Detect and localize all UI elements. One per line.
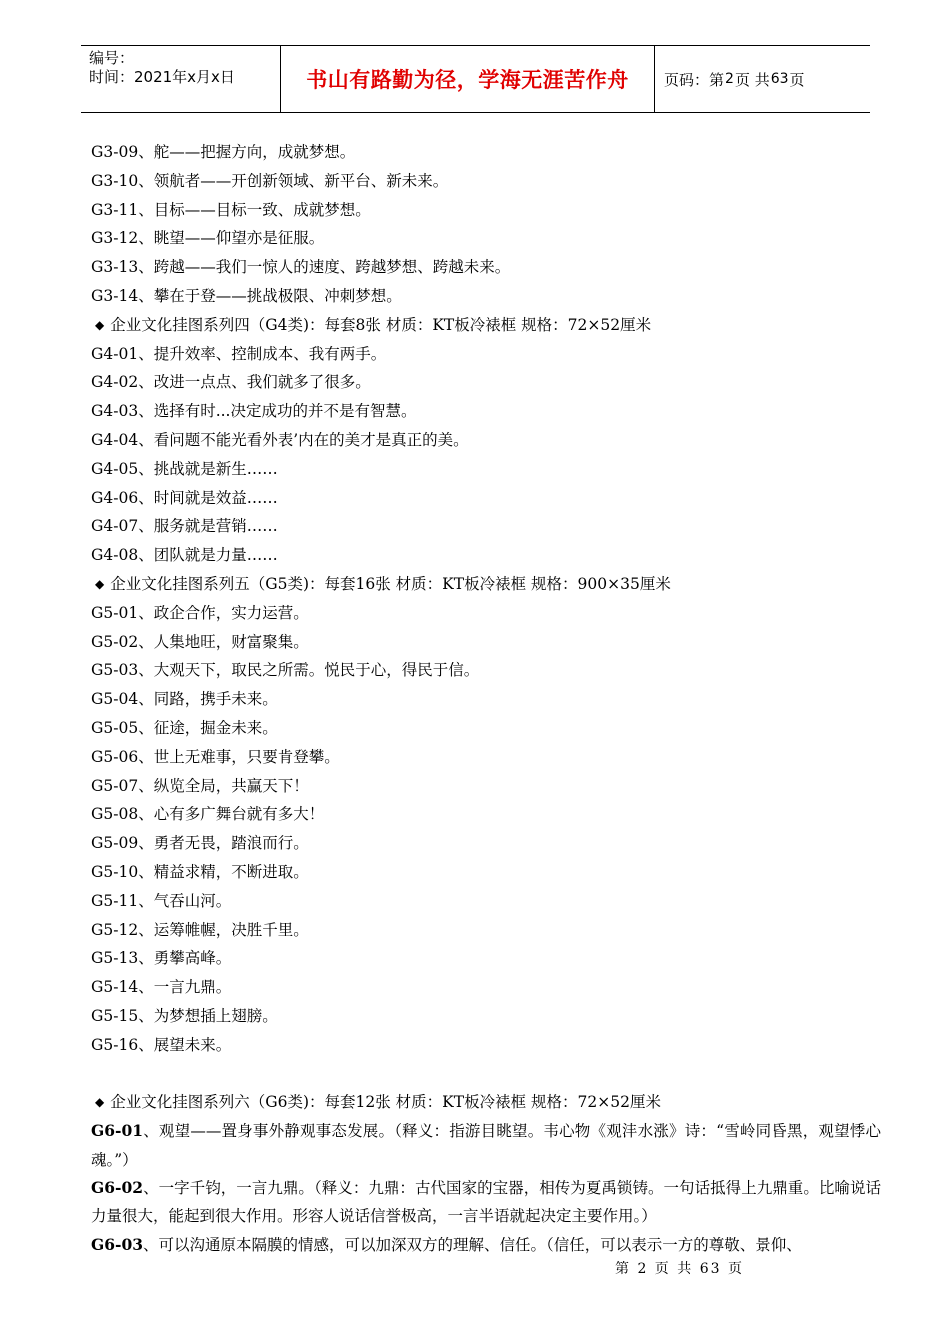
g6-list bbox=[91, 1117, 881, 1259]
page-current: 2 bbox=[725, 71, 734, 87]
section-heading-g6 bbox=[91, 1088, 881, 1117]
blank-line bbox=[91, 1060, 881, 1089]
list-item: G5-02、人集地旺，财富聚集。 bbox=[91, 632, 309, 651]
list-item bbox=[91, 1117, 881, 1174]
list-item bbox=[91, 1231, 881, 1259]
number-label: 编号： bbox=[89, 49, 135, 67]
list-item: G4-01、提升效率、控制成本、我有两手。 bbox=[91, 344, 387, 363]
list-item: G4-03、选择有时...决定成功的并不是有智慧。 bbox=[91, 402, 417, 421]
list-item bbox=[91, 1174, 881, 1231]
list-item: G3-12、眺望——仰望亦是征服。 bbox=[91, 229, 325, 248]
page-footer: 第 2 页 共 63 页 bbox=[615, 1261, 744, 1277]
section-heading-text: 企业文化挂图系列四（G4类)：每套8张 材质：KT板冷裱框 规格：72×52厘米 bbox=[110, 315, 652, 334]
page-suffix: 页 bbox=[789, 70, 805, 89]
diamond-bullet-icon: ◆ bbox=[95, 317, 105, 332]
list-item: G5-14、一言九鼎。 bbox=[91, 978, 232, 997]
section-heading-g4 bbox=[91, 311, 881, 340]
section-heading-g5 bbox=[91, 570, 881, 599]
item-text: 、观望——置身事外静观事态发展。（释义：指游目眺望。韦心物《观沣水涨》诗：“雪岭同昏黑，观望悸心魂。”） bbox=[91, 1122, 881, 1169]
list-item: G5-08、心有多广舞台就有多大！ bbox=[91, 805, 325, 824]
header-meta bbox=[81, 46, 281, 112]
list-item: G5-11、气吞山河。 bbox=[91, 891, 232, 910]
item-text: 、可以沟通原本隔膜的情感，可以加深双方的理解、信任。（信任，可以表示一方的尊敬、景仰、 bbox=[143, 1235, 802, 1254]
header-page-info bbox=[655, 46, 870, 112]
g5-list bbox=[91, 599, 881, 1060]
document-body bbox=[91, 138, 881, 1259]
list-item: G5-15、为梦想插上翅膀。 bbox=[91, 1006, 278, 1025]
g4-list bbox=[91, 340, 881, 570]
list-item: G5-13、勇攀高峰。 bbox=[91, 949, 232, 968]
header-motto: 书山有路勤为径，学海无涯苦作舟 bbox=[281, 46, 655, 112]
list-item: G5-12、运筹帷幄，决胜千里。 bbox=[91, 920, 309, 939]
list-item: G3-09、舵——把握方向，成就梦想。 bbox=[91, 143, 356, 161]
list-item: G5-05、征途，掘金未来。 bbox=[91, 718, 278, 737]
item-text: 、一字千钧，一言九鼎。（释义：九鼎：古代国家的宝器，相传为夏禹锁铸。一句话抵得上九鼎重。比喻说话力量很大，能起到很大作用。形容人说话信誉极高，一言半语就起决定主要作用。） bbox=[91, 1178, 881, 1226]
list-item: G4-07、服务就是营销…… bbox=[91, 517, 278, 536]
list-item: G5-16、展望未来。 bbox=[91, 1035, 232, 1054]
page-mid: 页 共 bbox=[734, 70, 770, 89]
list-item: G3-11、目标——目标一致、成就梦想。 bbox=[91, 200, 371, 219]
item-code: G6-03 bbox=[91, 1234, 144, 1254]
list-item: G4-05、挑战就是新生…… bbox=[91, 459, 278, 478]
list-item: G5-03、大观天下，取民之所需。悦民于心，得民于信。 bbox=[91, 661, 480, 680]
list-item: G4-06、时间就是效益…… bbox=[91, 488, 278, 507]
item-code: G6-02 bbox=[91, 1177, 144, 1197]
list-item: G5-10、精益求精，不断进取。 bbox=[91, 862, 309, 881]
list-item: G5-04、同路，携手未来。 bbox=[91, 690, 278, 709]
item-code: G6-01 bbox=[91, 1121, 144, 1141]
list-item: G5-06、世上无难事，只要肯登攀。 bbox=[91, 747, 340, 766]
g3-list bbox=[91, 138, 881, 311]
list-item: G5-07、纵览全局，共赢天下！ bbox=[91, 776, 309, 795]
diamond-bullet-icon: ◆ bbox=[95, 576, 105, 591]
list-item: G4-08、团队就是力量…… bbox=[91, 546, 278, 565]
list-item: G4-02、改进一点点、我们就多了很多。 bbox=[91, 373, 371, 392]
list-item: G5-09、勇者无畏，踏浪而行。 bbox=[91, 834, 309, 853]
section-heading-text: 企业文化挂图系列六（G6类)：每套12张 材质：KT板冷裱框 规格：72×52厘米 bbox=[110, 1093, 661, 1112]
section-heading-text: 企业文化挂图系列五（G5类)：每套16张 材质：KT板冷裱框 规格：900×35厘米 bbox=[110, 574, 671, 593]
diamond-bullet-icon: ◆ bbox=[95, 1095, 105, 1110]
list-item: G3-10、领航者——开创新领域、新平台、新未来。 bbox=[91, 171, 449, 190]
page-header bbox=[81, 45, 870, 113]
time-label: 时间：2021年x月x日 bbox=[89, 68, 235, 86]
list-item: G5-01、政企合作，实力运营。 bbox=[91, 603, 309, 622]
page-total: 63 bbox=[770, 71, 789, 87]
list-item: G4-04、看问题不能光看外表’内在的美才是真正的美。 bbox=[91, 430, 469, 449]
list-item: G3-14、攀在于登——挑战极限、冲刺梦想。 bbox=[91, 286, 402, 305]
list-item: G3-13、跨越——我们一惊人的速度、跨越梦想、跨越未来。 bbox=[91, 258, 511, 277]
page-prefix: 页码：第 bbox=[664, 70, 725, 89]
